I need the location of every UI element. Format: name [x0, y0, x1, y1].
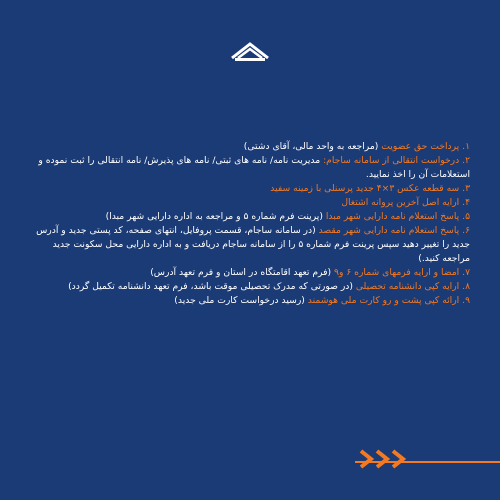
chevron-arrows-icon: [355, 448, 435, 470]
list-item: ۱. پرداخت حق عضویت (مراجعه به واحد مالی، آقای دشتی): [243, 141, 470, 152]
house-roof-logo-icon: [226, 36, 274, 80]
list-item: ۹. ارائه کپی پشت و رو کارت ملی هوشمند (رسید درخواست کارت ملی جدید): [174, 295, 470, 306]
requirements-list: [30, 140, 470, 308]
list-item: ۷. امضا و ارایه فرمهای شماره ۶ و۹ (فرم تعهد اقامتگاه در استان و فرم تعهد آدرس): [150, 267, 470, 278]
list-item: ۵. پاسخ استعلام نامه دارایی شهر مبدا (پرینت فرم شماره ۵ و مراجعه به اداره دارایی شهر مبدا): [105, 211, 470, 222]
list-item: ۸. ارایه کپی دانشنامه تحصیلی (در صورتی که مدرک تحصیلی موقت باشد، فرم تعهد دانشنامه تکمیل گردد): [68, 281, 470, 292]
list-item: ۶. پاسخ استعلام نامه دارایی شهر مقصد (در سامانه ساجام، قسمت پروفایل، انتهای صفحه، کد پستی جدید و آدرس جدید را تغییر دهید سپس پرینت فرم شماره ۵ را از سامانه ساجام دریافت و به اداره دارایی محل سکونت جدید مراجعه کنید.): [36, 225, 470, 264]
list-item: ۳. سه قطعه عکس ۳×۴ جدید پرسنلی با زمینه سفید: [270, 183, 470, 194]
list-item: ۲. درخواست انتقالی از سامانه ساجام: مدیریت نامه/ نامه های ثبتی/ نامه های پذیرش/ نامه انتقالی را ثبت نموده و استعلامات آن را اخذ نمایید.: [38, 155, 470, 180]
list-item: ۴. ارایه اصل آخرین پروانه اشتغال: [341, 197, 470, 208]
